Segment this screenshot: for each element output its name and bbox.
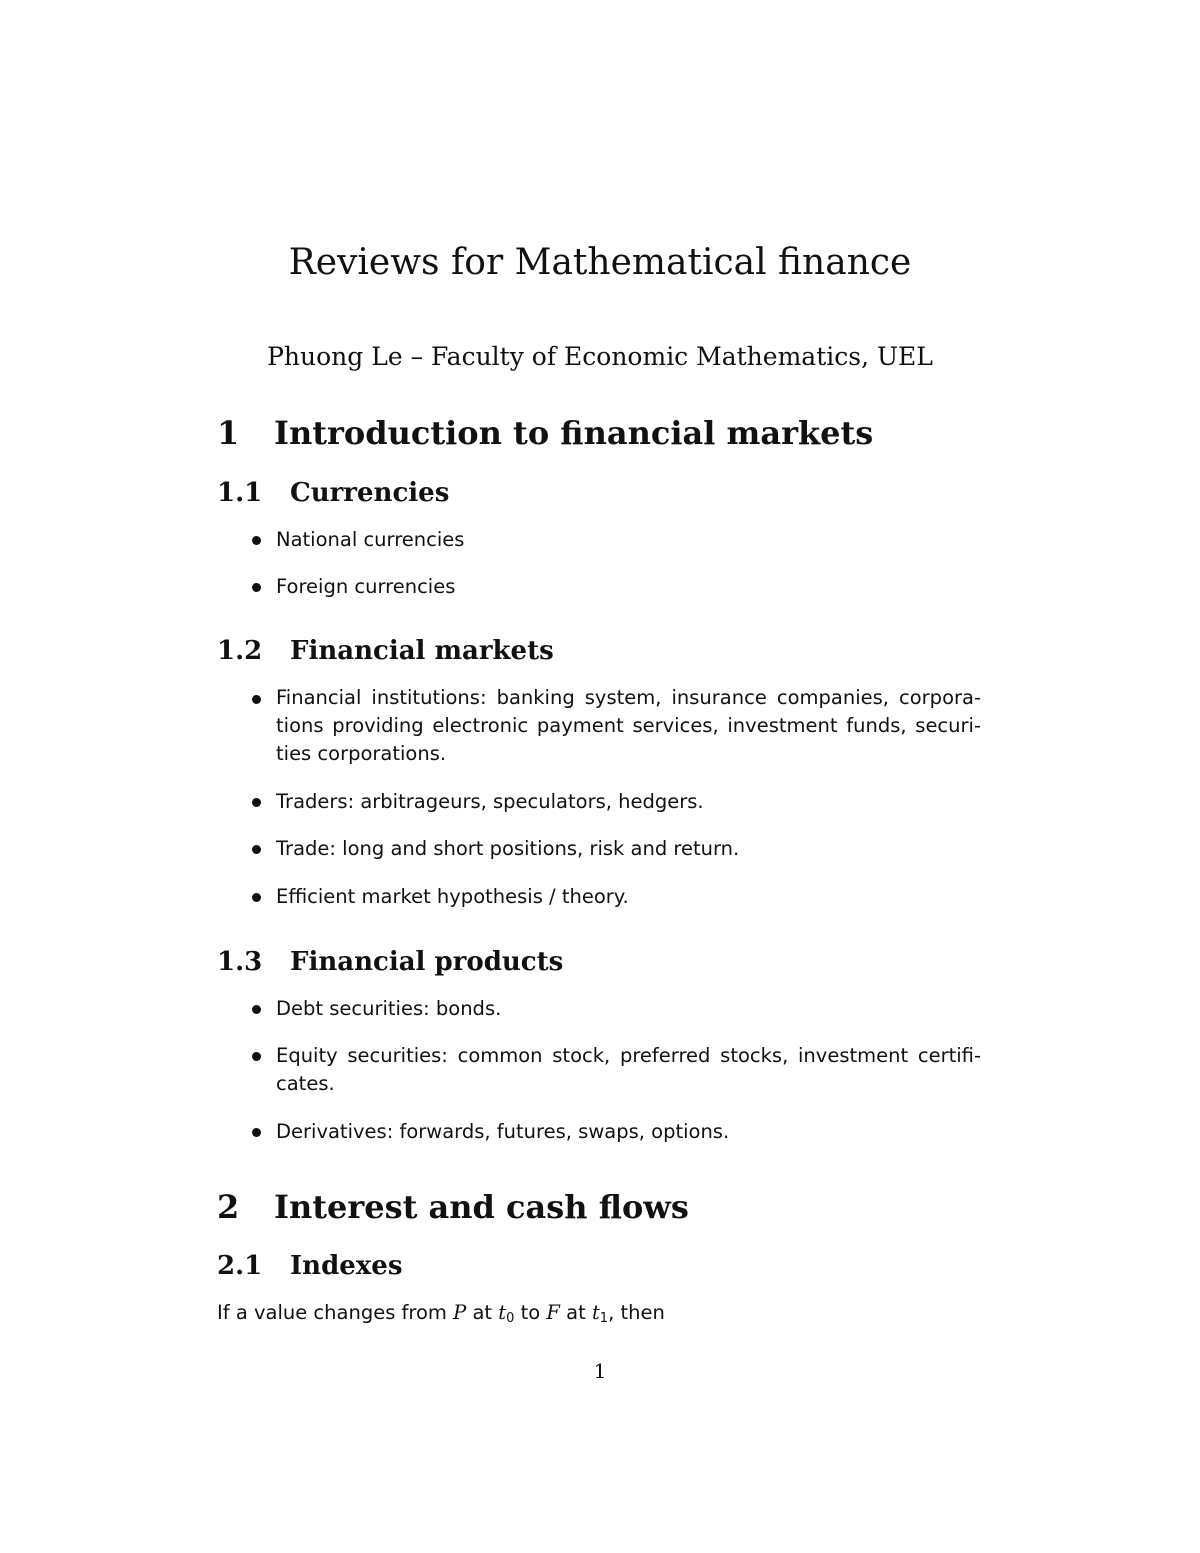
list-item (276, 995, 981, 1023)
list-item-line: Foreign currencies (276, 575, 456, 598)
paragraph-text: to (520, 1301, 541, 1324)
section-title: Introduction to financial markets (274, 414, 874, 452)
section-heading (217, 413, 873, 453)
page-number: 1 (593, 1359, 607, 1383)
document-author: Phuong Le – Faculty of Economic Mathematics, UEL (267, 342, 933, 371)
list-item-line: tions providing electronic payment services, investment funds, securi- (276, 714, 981, 737)
section-number: 2 (217, 1188, 240, 1226)
list-item (276, 883, 981, 911)
list-item-line: Equity securities: common stock, preferred stocks, investment certifi- (276, 1044, 981, 1067)
list-item (276, 573, 981, 601)
subsection-title: Financial products (290, 947, 564, 977)
section-title: Interest and cash flows (274, 1188, 689, 1226)
bullet-icon (252, 583, 261, 592)
subsection-heading (217, 1249, 402, 1283)
bullet-icon (252, 1052, 261, 1061)
subsection-number: 1.3 (217, 947, 263, 977)
list-item-line: ties corporations. (276, 742, 447, 765)
list-item-line: National currencies (276, 528, 465, 551)
paragraph-text: at (566, 1301, 586, 1324)
subsection-title: Indexes (290, 1251, 403, 1281)
bullet-icon (252, 798, 261, 807)
document-title: Reviews for Mathematical finance (288, 242, 912, 283)
subsection-title: Financial markets (290, 636, 554, 666)
section-heading (217, 1187, 689, 1227)
paragraph-text: at (472, 1301, 493, 1324)
bullet-icon (252, 536, 261, 545)
subsection-number: 1.1 (217, 478, 263, 508)
list-item (276, 788, 981, 816)
subsection-number: 1.2 (217, 636, 263, 666)
subsection-heading (217, 945, 563, 979)
math-variable: F (546, 1301, 560, 1324)
section-number: 1 (217, 414, 240, 452)
subsection-heading (217, 476, 449, 510)
list-item (276, 1042, 981, 1098)
list-item (276, 526, 981, 554)
bullet-icon (252, 695, 261, 704)
list-item-line: Trade: long and short positions, risk and return. (276, 837, 740, 860)
subsection-number: 2.1 (217, 1251, 263, 1281)
bullet-icon (252, 845, 261, 854)
subsection-title: Currencies (290, 478, 450, 508)
list-item-line: Traders: arbitrageurs, speculators, hedgers. (276, 790, 704, 813)
paragraph-text: , then (608, 1301, 665, 1324)
bullet-icon (252, 1005, 261, 1014)
math-variable: t (591, 1301, 600, 1324)
list-item-line: Efficient market hypothesis / theory. (276, 885, 629, 908)
list-item-line: cates. (276, 1072, 335, 1095)
math-subscript: 0 (506, 1311, 515, 1326)
subsection-heading (217, 634, 554, 668)
math-variable: P (453, 1301, 467, 1324)
paragraph (217, 1299, 665, 1333)
bullet-icon (252, 1128, 261, 1137)
math-subscript: 1 (599, 1311, 609, 1326)
list-item (276, 684, 981, 768)
bullet-icon (252, 893, 261, 902)
list-item-line: Derivatives: forwards, futures, swaps, options. (276, 1120, 730, 1143)
list-item-line: Financial institutions: banking system, insurance companies, corpora- (276, 686, 981, 709)
paragraph-text: If a value changes from (217, 1301, 447, 1324)
list-item (276, 835, 981, 863)
math-variable: t (498, 1301, 507, 1324)
list-item (276, 1118, 981, 1146)
list-item-line: Debt securities: bonds. (276, 997, 502, 1020)
